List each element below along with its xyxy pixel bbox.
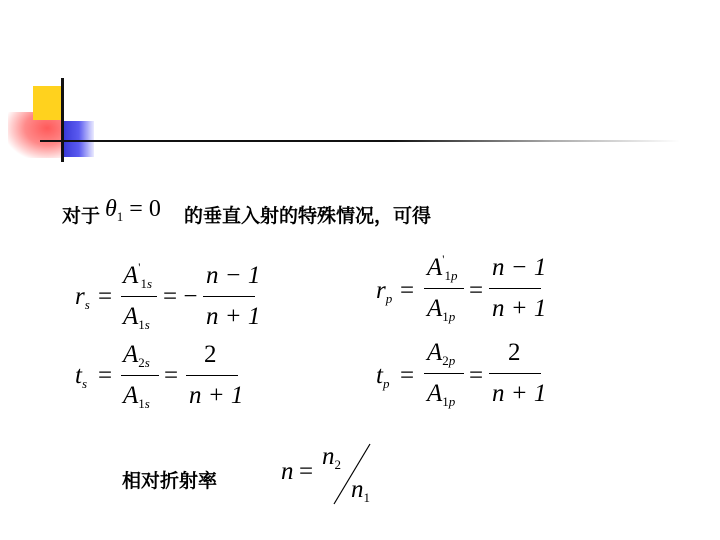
- index-den: [351, 476, 370, 504]
- rs-num-sub-n: 1: [140, 276, 147, 291]
- rp-lhs-symbol: r: [376, 277, 386, 304]
- tp-lhs-sub: p: [382, 376, 390, 391]
- tp-eq2: =: [469, 362, 484, 389]
- ts-eq2: =: [164, 362, 179, 389]
- ts-den-sub-n: 1: [138, 396, 145, 411]
- ts-num-sub-n: 2: [138, 355, 145, 370]
- index-lhs: n: [281, 458, 294, 485]
- tp-frac1-line: [424, 373, 464, 374]
- rp-num-A: A: [427, 254, 443, 281]
- ts-frac1-line: [121, 375, 159, 376]
- rp-eq2: =: [469, 277, 484, 304]
- ts-den-A: A: [123, 382, 139, 409]
- index-den-sub: 1: [363, 490, 370, 505]
- intro-condition: [105, 196, 161, 223]
- tp-den: [427, 380, 455, 408]
- index-num-sub: 2: [334, 457, 341, 472]
- ts-den: [123, 382, 150, 410]
- tp-den-A: A: [427, 380, 443, 407]
- rs-rden: n + 1: [206, 303, 261, 330]
- rp-num-prime: ': [442, 252, 445, 266]
- rs-num-A: A: [123, 262, 139, 289]
- theta-subscript: 1: [116, 209, 124, 224]
- rs-lhs-sub: s: [84, 297, 90, 312]
- tp-rnum: 2: [508, 339, 521, 366]
- rp-frac2-line: [489, 288, 541, 289]
- rs-lhs-symbol: r: [75, 283, 85, 310]
- tp-num-A: A: [427, 339, 443, 366]
- rp-rden: n + 1: [492, 295, 547, 322]
- ts-frac2-line: [186, 375, 238, 376]
- tp-rden: n + 1: [492, 380, 547, 407]
- relative-index-label: 相对折射率: [122, 470, 218, 492]
- rp-den: [427, 295, 455, 323]
- rs-num: [123, 262, 152, 290]
- tp-eq1: =: [400, 362, 415, 389]
- slide-deco-blue-square: [64, 121, 94, 157]
- index-eq: =: [299, 458, 314, 485]
- ts-rnum: 2: [204, 341, 217, 368]
- ts-num: [123, 341, 150, 369]
- rs-den-A: A: [123, 303, 139, 330]
- tp-num-sub-n: 2: [442, 353, 449, 368]
- tp-num-sub: p: [448, 353, 456, 368]
- rp-rnum: n − 1: [492, 254, 547, 281]
- ts-lhs-sub: s: [81, 376, 88, 391]
- theta-symbol: θ: [105, 196, 117, 222]
- rs-den: [123, 303, 150, 331]
- rp-den-sub: p: [448, 309, 456, 324]
- rp-lhs-sub: p: [385, 291, 393, 306]
- slide-deco-yellow-square: [33, 86, 63, 120]
- ts-eq1: =: [98, 362, 113, 389]
- rp-den-A: A: [427, 295, 443, 322]
- rp-frac1-line: [424, 288, 464, 289]
- tp-lhs-symbol: t: [376, 362, 383, 389]
- rs-den-sub-n: 1: [138, 317, 145, 332]
- intro-suffix: 的垂直入射的特殊情况，可得: [184, 205, 432, 227]
- index-den-n: n: [351, 476, 364, 503]
- tp-lhs: [376, 362, 389, 390]
- rp-num-sub: p: [450, 268, 458, 283]
- rp-num: [427, 254, 457, 282]
- rs-eq2: = −: [163, 283, 198, 310]
- tp-frac2-line: [489, 373, 541, 374]
- ts-lhs: [75, 362, 87, 390]
- rs-eq1: =: [98, 283, 113, 310]
- ts-den-sub: s: [144, 396, 150, 411]
- ts-rden: n + 1: [189, 382, 244, 409]
- ts-lhs-symbol: t: [75, 362, 82, 389]
- tp-den-sub: p: [448, 394, 456, 409]
- tp-den-sub-n: 1: [442, 394, 449, 409]
- rs-num-sub: s: [146, 276, 153, 291]
- ts-num-sub: s: [144, 355, 150, 370]
- rp-eq1: =: [400, 277, 415, 304]
- rs-lhs: [75, 283, 90, 311]
- index-num-n: n: [322, 443, 335, 470]
- rp-den-sub-n: 1: [442, 309, 449, 324]
- rs-frac2-line: [203, 296, 255, 297]
- rs-num-prime: ': [138, 260, 141, 274]
- intro-condition-value: = 0: [129, 196, 161, 222]
- rs-den-sub: s: [144, 317, 150, 332]
- intro-prefix: 对于: [62, 205, 101, 227]
- slide-title-rule: [40, 140, 680, 142]
- slide-deco-vertical-line: [61, 78, 64, 162]
- rs-frac1-line: [121, 296, 157, 297]
- rp-num-sub-n: 1: [444, 268, 451, 283]
- rs-rnum: n − 1: [206, 262, 261, 289]
- rp-lhs: [376, 277, 392, 305]
- tp-num: [427, 339, 455, 367]
- ts-num-A: A: [123, 341, 139, 368]
